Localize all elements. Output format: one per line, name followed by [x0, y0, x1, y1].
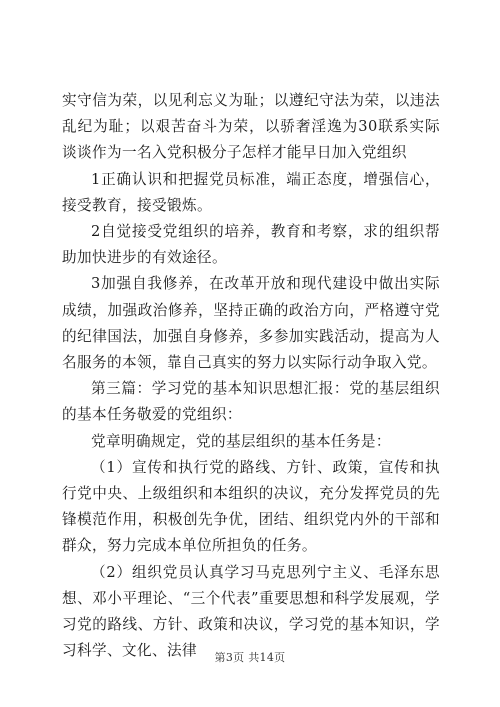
- page-number-footer: 第3页 共14页: [214, 651, 286, 664]
- paragraph: （2）组织党员认真学习马克思列宁主义、毛泽东思想、邓小平理论、“三个代表”重要思想和科学发展观，学习党的路线、方针、政策和决议，学习党的基本知识，学习科学、文化、法律: [62, 563, 440, 660]
- paragraph: 1正确认识和把握党员标准，端正态度，增强信心，接受教育，接受锻炼。: [62, 170, 440, 214]
- paragraph: 党章明确规定，党的基层组织的基本任务是：: [91, 432, 391, 450]
- paragraph: 3加强自我修养，在改革开放和现代建设中做出实际成绩，加强政治修养，坚持正确的政治方向，严格遵守党的纪律国法，加强自身修养，多参加实践活动，提高为人名服务的本领，靠自己真实的努力以实际行动争取入党。: [62, 275, 440, 372]
- document-body: [62, 88, 440, 664]
- paragraph: 实守信为荣，以见利忘义为耻；以遵纪守法为荣，以违法乱纪为耻；以艰苦奋斗为荣，以骄奢淫逸为30联系实际谈谈作为一名入党积极分子怎样才能早日加入党组织: [62, 92, 440, 162]
- paragraph: 2自觉接受党组织的培养，教育和考察，求的组织帮助加快进步的有效途径。: [62, 223, 440, 267]
- paragraph: 第三篇：学习党的基本知识思想汇报：党的基层组织的基本任务敬爱的党组织：: [62, 380, 440, 424]
- paragraph: （1）宣传和执行党的路线、方针、政策，宣传和执行党中央、上级组织和本组织的决议，充分发挥党员的先锋模范作用，积极创先争优，团结、组织党内外的干部和群众，努力完成本单位所担负的任务。: [62, 458, 440, 555]
